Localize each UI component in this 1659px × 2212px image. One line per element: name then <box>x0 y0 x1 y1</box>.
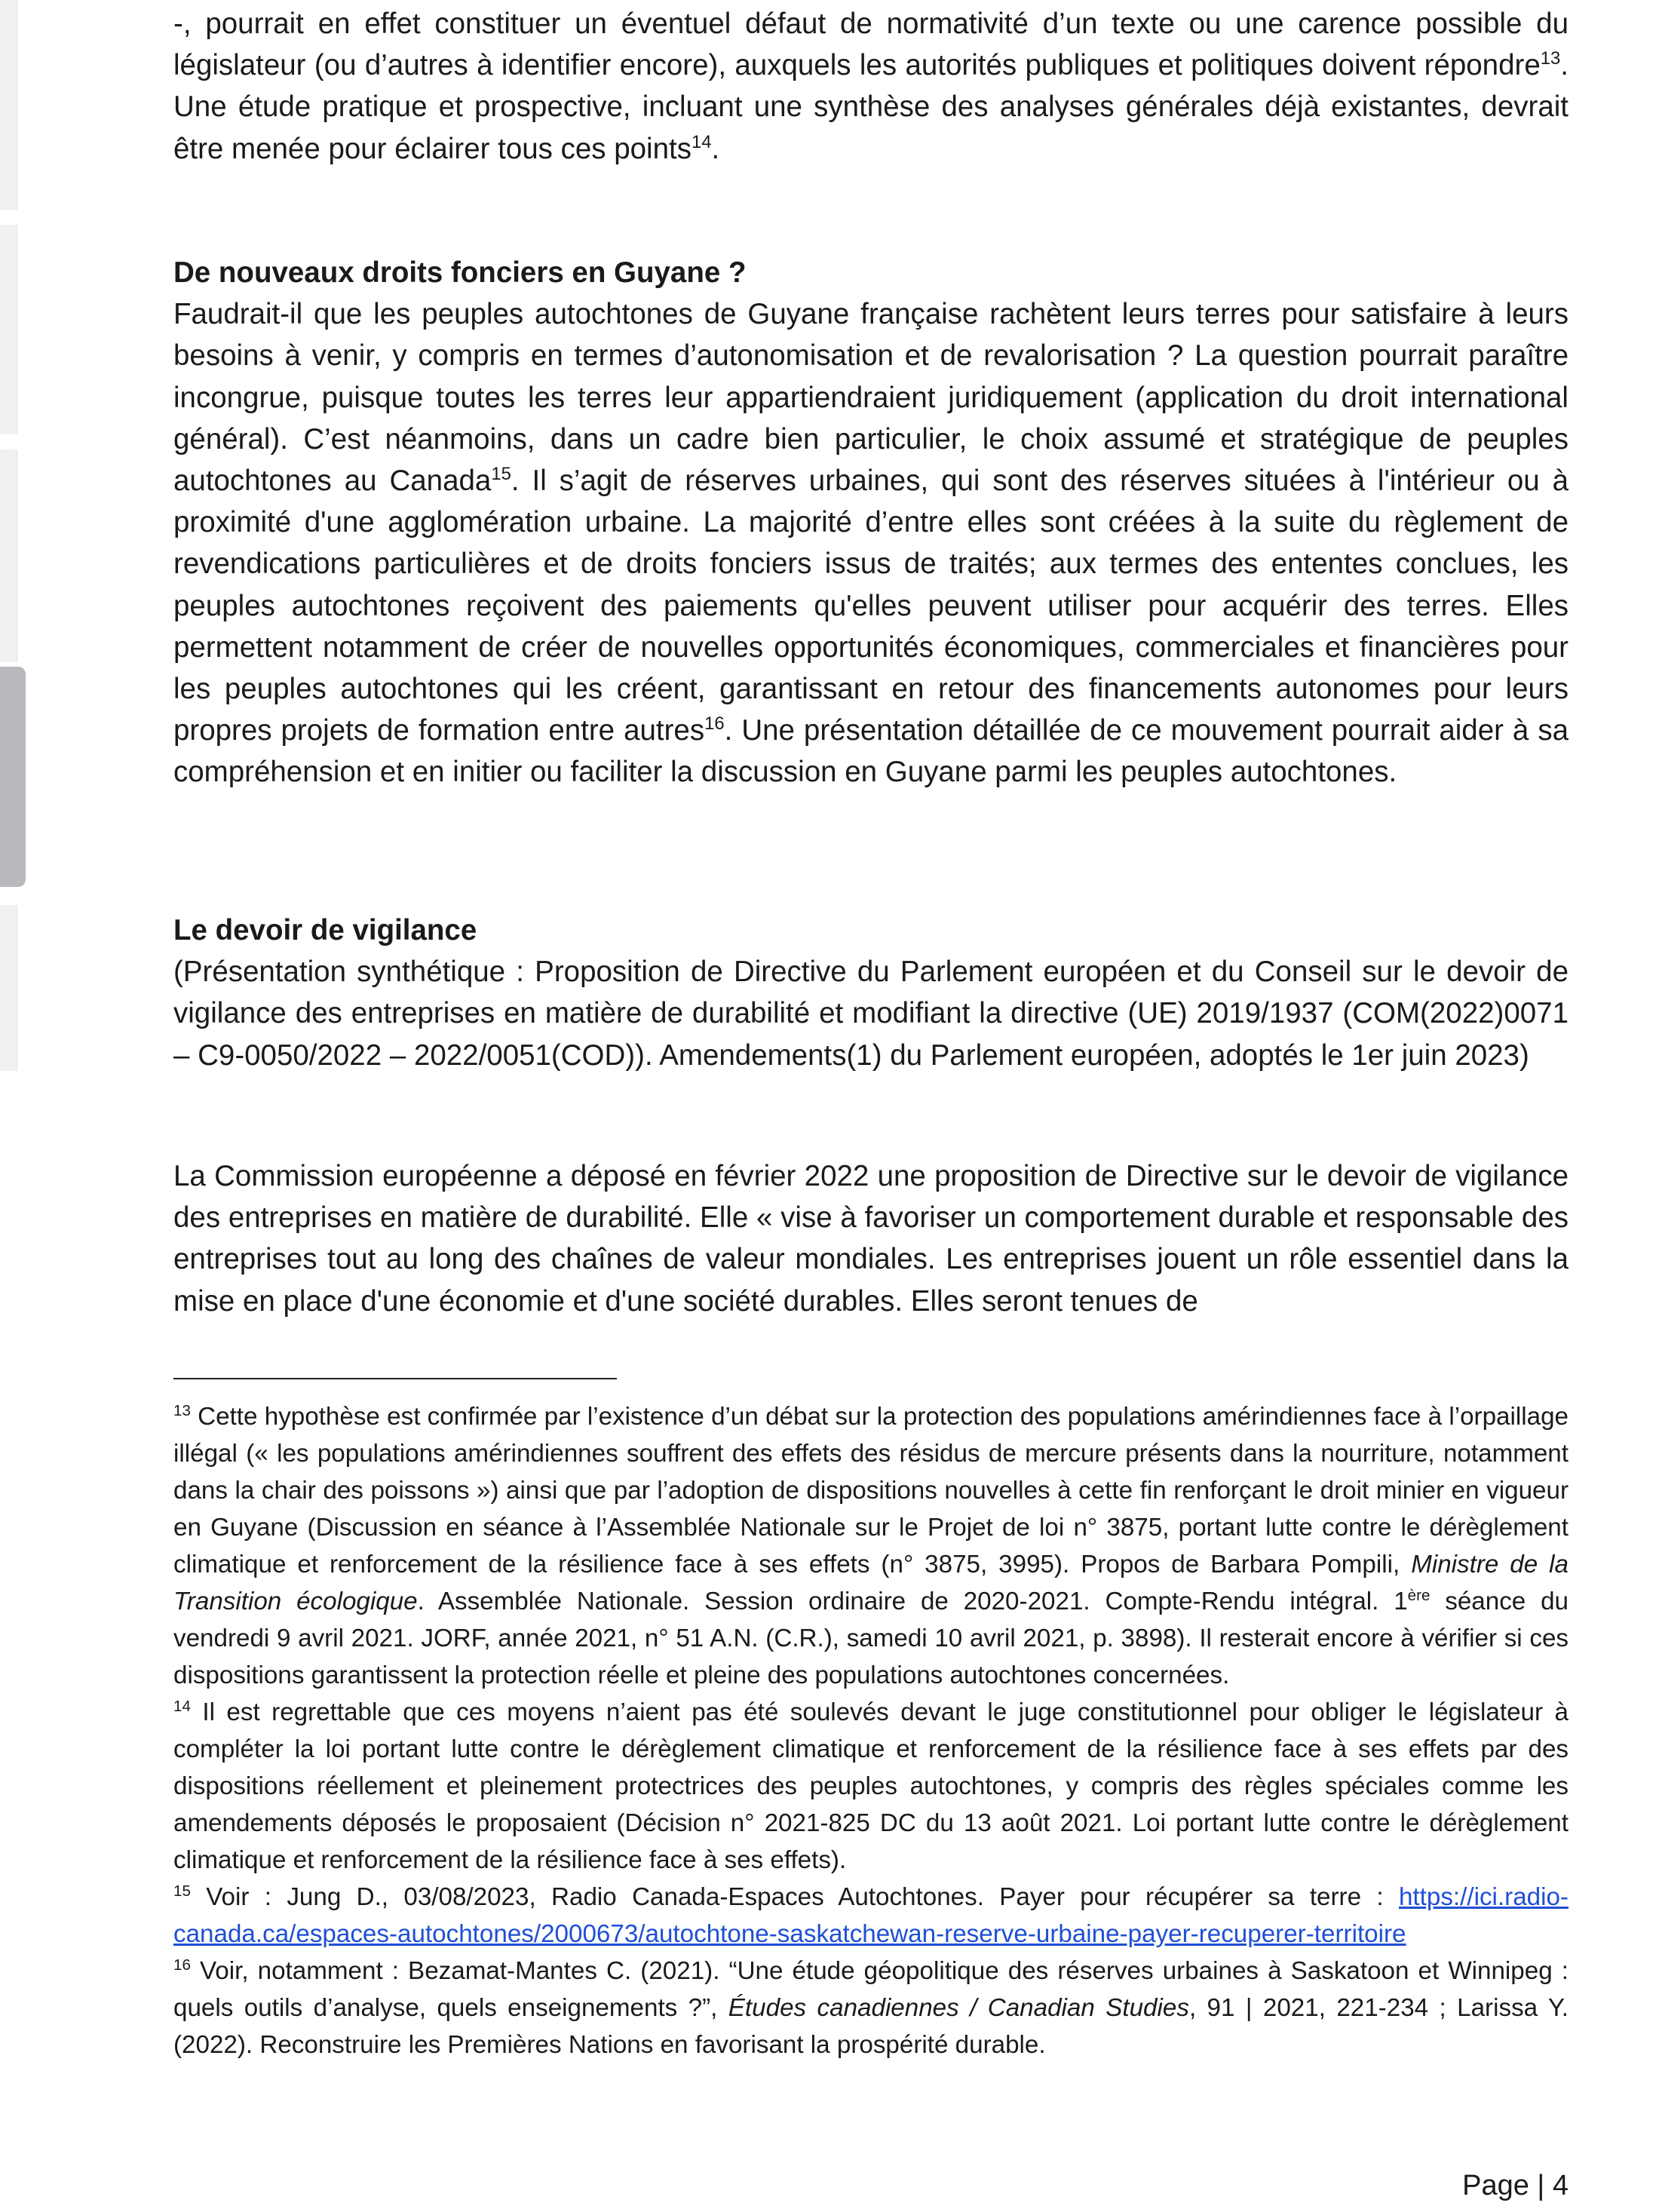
section-droits-fonciers <box>173 252 1569 793</box>
footnote-13: $^{13}$ Cette hypothèse est confirmée par l’existence d’un débat sur la protection des populations amérindiennes face à l’orpaillage illégal (« les populations amérindiennes souffrent des effets des résidus de mercure présents dans la nourriture, notamment dans la chair des poissons ») ainsi que par l’adoption de dispositions nouvelles à cette fin renforçant le droit minier en vigueur en Guyane (Discussion en séance à l’Assemblée Nationale sur le Projet de loi n° 3875, portant lutte contre le dérèglement climatique et renforcement de la résilience face à ses effets (n° 3875, 3995). Propos de Barbara Pompili, Ministre de la Transition écologique. Assemblée Nationale. Session ordinaire de 2020-2021. Compte-Rendu intégral. 1ère séance du vendredi 9 avril 2021. JORF, année 2021, n° 51 A.N. (C.R.), samedi 10 avril 2021, p. 3898). Il resterait encore à vérifier si ces dispositions garantissent la protection réelle et pleine des populations autochtones concernées. <box>173 1401 1569 1689</box>
footnote-15: $^{15}$ Voir : Jung D., 03/08/2023, Radio Canada-Espaces Autochtones. Payer pour récupérer sa terre : https://ici.radio-canada.ca/espaces-autochtones/2000673/autochtone-saskatchewan-reserve-urbaine-payer-recuperer-territoire <box>173 1882 1569 1948</box>
footnote-ref-16[interactable]: 16 <box>704 713 725 735</box>
footnotes <box>173 1398 1569 2063</box>
section-paragraph: La Commission européenne a déposé en février 2022 une proposition de Directive sur le devoir de vigilance des entreprises en matière de durabilité. Elle « vise à favoriser un comportement durable et responsable des entreprises tout au long des chaînes de valeur mondiales. Les entreprises jouent un rôle essentiel dans la mise en place d'une économie et d'une société durables. Elles seront tenues de <box>173 1160 1569 1318</box>
viewer-edge-strip <box>0 0 17 210</box>
section-heading: De nouveaux droits fonciers en Guyane ? <box>173 256 747 289</box>
section-heading: Le devoir de vigilance <box>173 914 477 946</box>
footnote-ref-13[interactable]: 13 <box>1540 48 1561 69</box>
section-paragraph: Faudrait-il que les peuples autochtones de Guyane française rachètent leurs terres pour satisfaire à leurs besoins à venir, y compris en termes d’autonomisation et de revalorisation ? La question pourrait paraître incongrue, puisque toutes les terres leur appartiendraient juridiquement (application du droit international général). C’est néanmoins, dans un cadre bien particulier, le choix assumé et stratégique de peuples autochtones au Canada$^{15}$. Il s’agit de réserves urbaines, qui sont des réserves situées à l'intérieur ou à proximité d'une agglomération urbaine. La majorité d’entre elles sont créées à la suite du règlement de revendications particulières et de droits fonciers issus de traités; aux termes des ententes conclues, les peuples autochtones reçoivent des paiements qu'elles peuvent utiliser pour acquérir des terres. Elles permettent notamment de créer de nouvelles opportunités économiques, commerciales et financières pour les peuples autochtones qui les créent, garantissant en retour des financements autonomes pour leurs propres projets de formation entre autres$^{16}$. Une présentation détaillée de ce mouvement pourrait aider à sa compréhension et en initier ou faciliter la discussion en Guyane parmi les peuples autochtones. <box>173 298 1569 789</box>
section-intro: (Présentation synthétique : Proposition de Directive du Parlement européen et du Conseil sur le devoir de vigilance des entreprises en matière de durabilité et modifiant la directive (UE) 2019/1937 (COM(2022)0071 – C9-0050/2022 – 2022/0051(COD)). Amendements(1) du Parlement européen, adoptés le 1er juin 2023) <box>173 956 1569 1072</box>
continued-paragraph: -, pourrait en effet constituer un éventuel défaut de normativité d’un texte ou une carence possible du législateur (ou d’autres à identifier encore), auxquels les autorités publiques et politiques doivent répondre$^{13}$. Une étude pratique et prospective, incluant une synthèse des analyses générales déjà existantes, devrait être menée pour éclairer tous ces points$^{14}$. <box>173 8 1569 165</box>
footnote-link[interactable]: https://ici.radio-canada.ca/espaces-autochtones/2000673/autochtone-saskatchewan-reserve-urbaine-payer-recuperer-territoire <box>173 1883 1569 1948</box>
footnote-16: $^{16}$ Voir, notamment : Bezamat-Mantes C. (2021). “Une étude géopolitique des réserves urbaines à Saskatoon et Winnipeg : quels outils d’analyse, quels enseignements ?”, Études canadiennes / Canadian Studies, 91 | 2021, 221-234 ; Larissa Y. (2022). Reconstruire les Premières Nations en favorisant la prospérité durable. <box>173 1956 1569 2059</box>
page-number: Page | 4 <box>1462 2170 1569 2201</box>
vertical-scrollbar-thumb[interactable] <box>0 667 26 887</box>
footnote-14: $^{14}$ Il est regrettable que ces moyens n’aient pas été soulevés devant le juge constitutionnel pour obliger le législateur à compléter la loi portant lutte contre le dérèglement climatique et renforcement de la résilience face à ses effets par des dispositions réellement et pleinement protectrices des peuples autochtones, y compris des règles spéciales comme les amendements déposés le proposaient (Décision n° 2021-825 DC du 13 août 2021. Loi portant lutte contre le dérèglement climatique et renforcement de la résilience face à ses effets). <box>173 1697 1569 1874</box>
footnote-ref-15[interactable]: 15 <box>491 464 511 485</box>
viewer-edge-strip <box>0 225 17 434</box>
footnote-separator <box>173 1378 617 1379</box>
viewer-edge-strip <box>0 449 17 662</box>
viewer-edge-strip <box>0 905 17 1071</box>
footnote-ref-14[interactable]: 14 <box>691 131 712 152</box>
section-devoir-vigilance <box>173 910 1569 1076</box>
